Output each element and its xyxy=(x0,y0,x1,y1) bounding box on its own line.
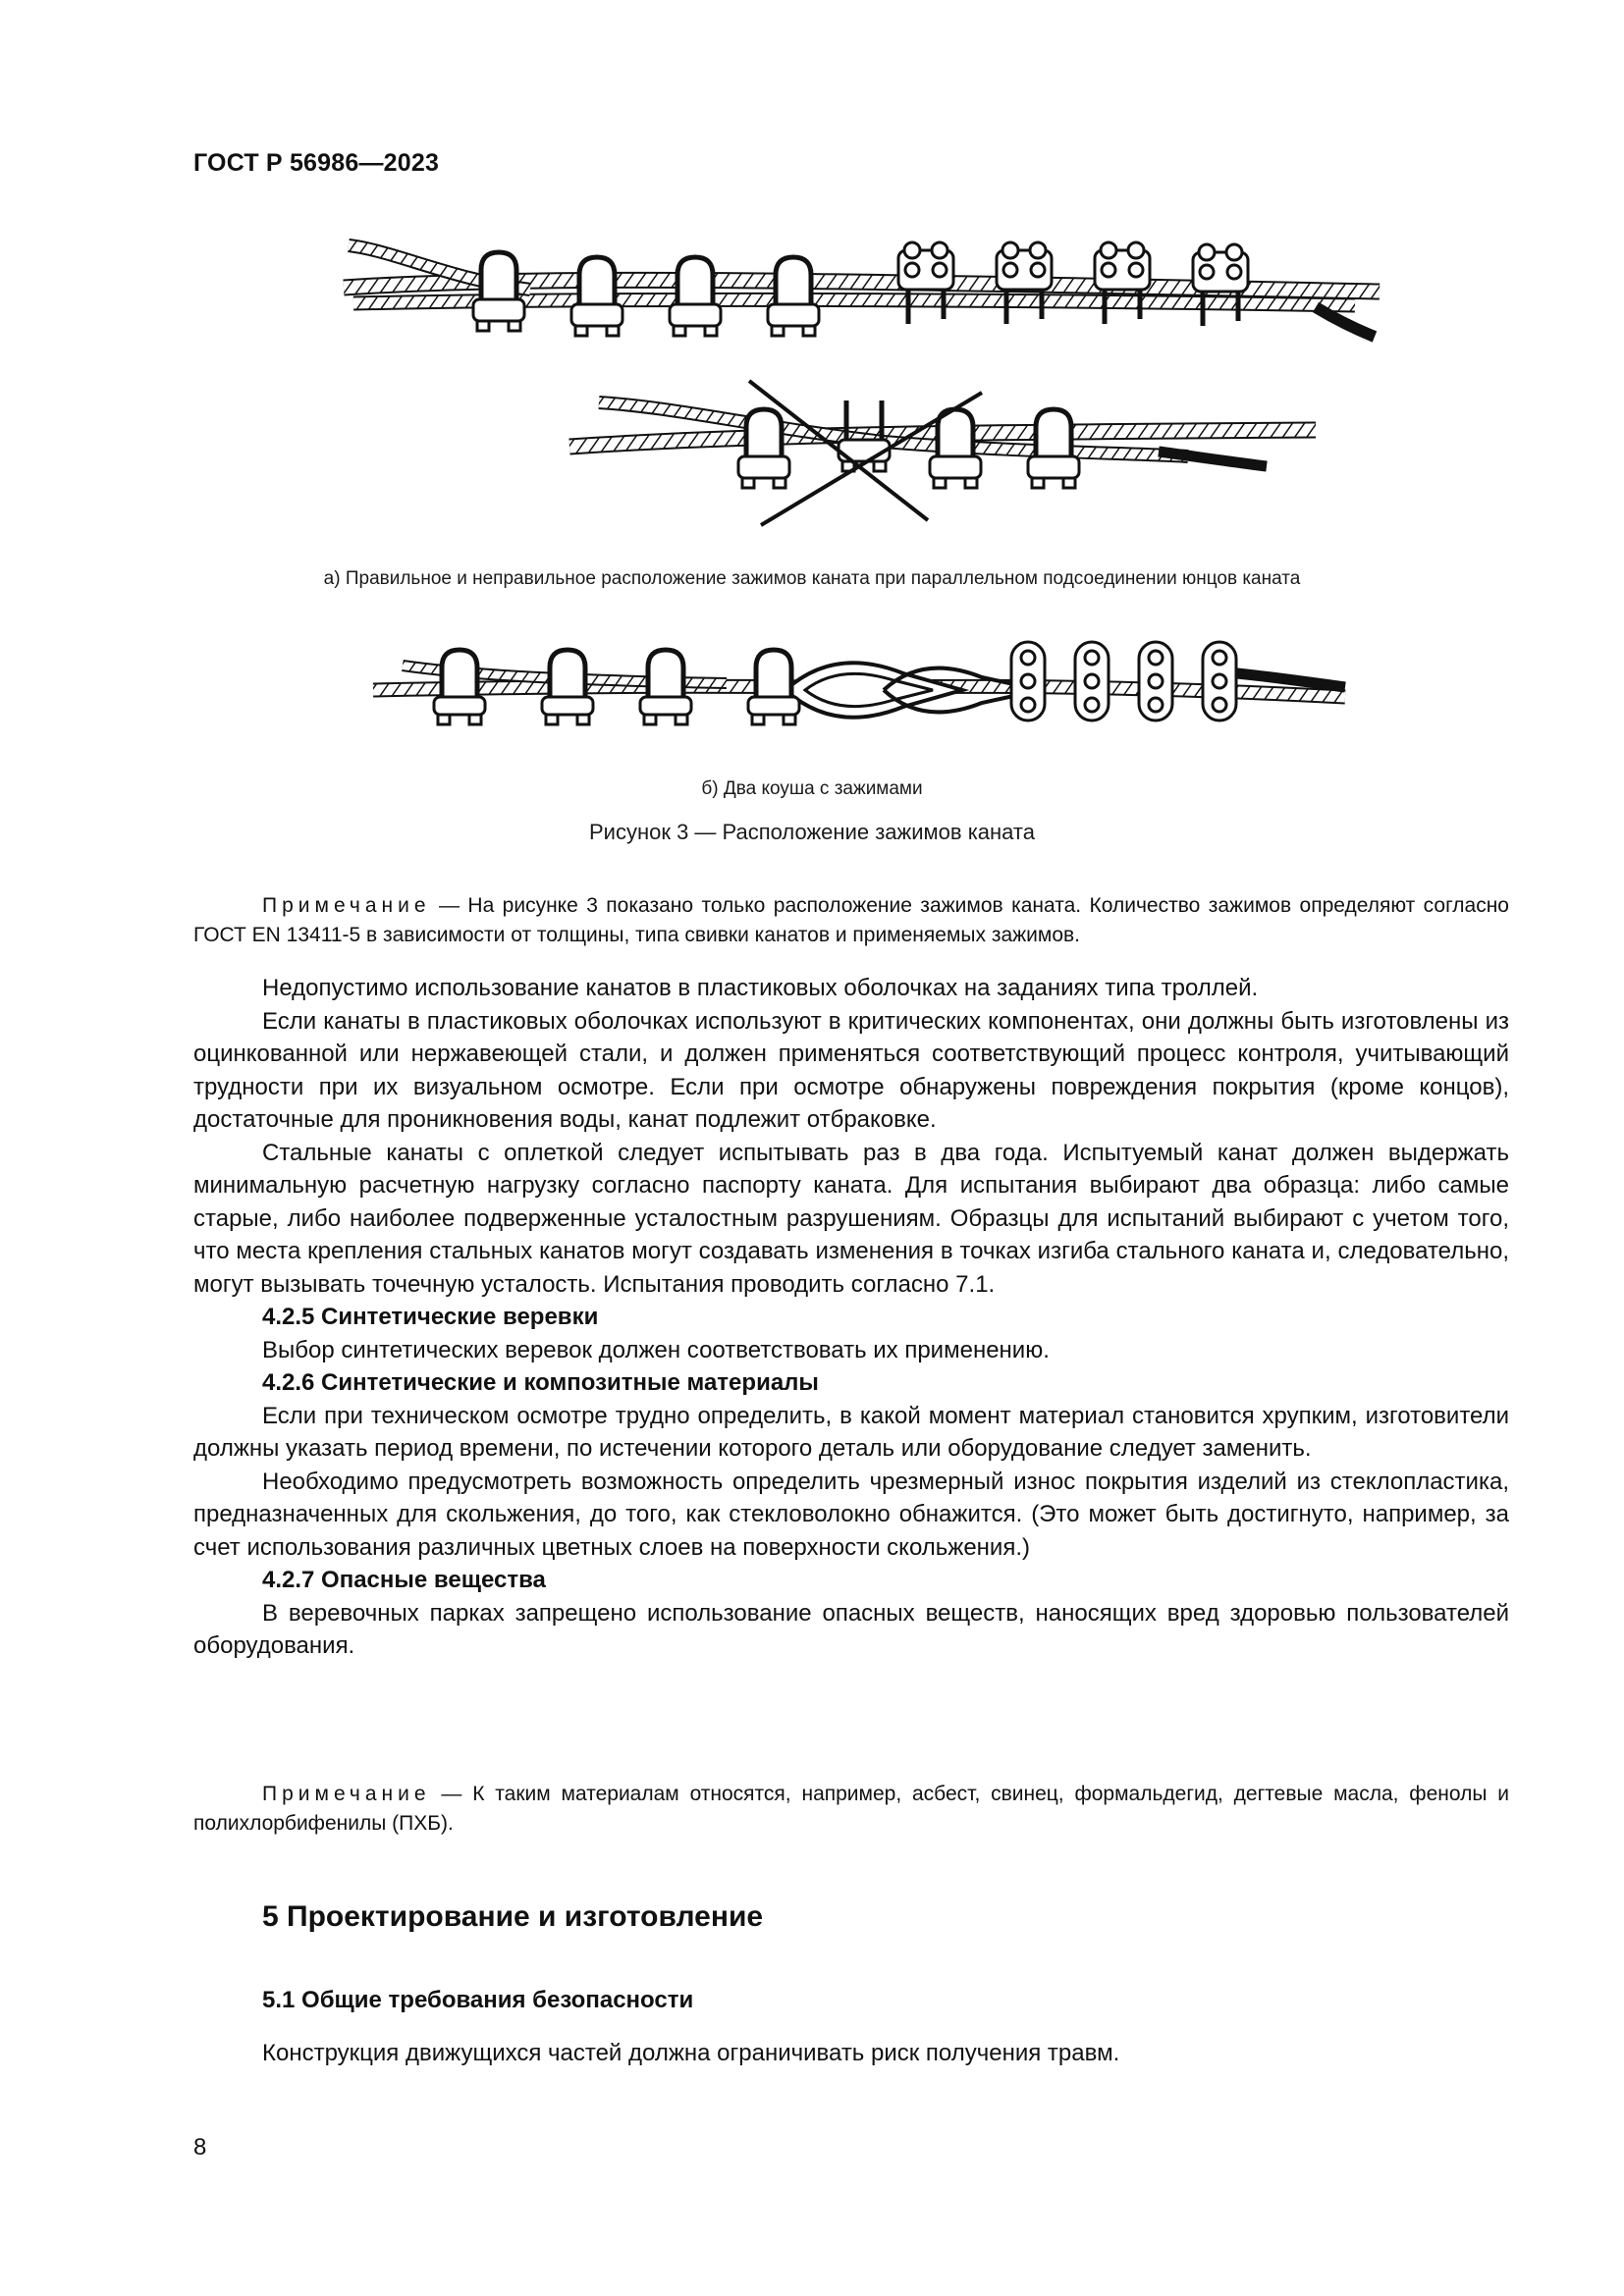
subsection-heading-4-2-5: 4.2.5 Синтетические веревки xyxy=(262,1304,599,1330)
note-1 xyxy=(193,891,1509,950)
note-2 xyxy=(193,1780,1509,1839)
figure-two-thimbles-with-clamps xyxy=(373,636,1355,744)
page-number: 8 xyxy=(193,2134,207,2161)
paragraph: Если канаты в пластиковых оболочках используют в критических компонентах, они должны быть изготовлены из оцинкованной или нержавеющей стали, и должен применяться соответствующий процесс контроля, учитывающий трудности при их визуальном осмотре. Если при осмотре обнаружены повреждения покрытия (кроме концов), достаточные для проникновения воды, канат подлежит отбраковке. xyxy=(193,1007,1509,1133)
note-text: — К таким материалам относятся, например, асбест, свинец, формальдегид, дегтевые масла, фенолы и полихлорбифенилы (ПХБ). xyxy=(193,1783,1509,1835)
paragraph-5-1: Конструкция движущихся частей должна ограничивать риск получения травм. xyxy=(262,2040,1120,2066)
paragraph: Необходимо предусмотреть возможность определить чрезмерный износ покрытия изделий из стеклопластика, предназначенных для скольжения, до того, как стекловолокно обнажится. (Это может быть достигнуто, например, за счет использования различных цветных слоев на поверхности скольжения.) xyxy=(193,1468,1509,1561)
figure-caption-b: б) Два коуша с зажимами xyxy=(701,778,923,799)
paragraph: Выбор синтетических веревок должен соответствовать их применению. xyxy=(262,1336,1050,1363)
subsection-heading-5-1: 5.1 Общие требования безопасности xyxy=(262,1987,694,2013)
paragraph: Недопустимо использование канатов в пластиковых оболочках на заданиях типа троллей. xyxy=(262,975,1259,1001)
paragraph: Если при техническом осмотре трудно определить, в какой момент материал становится хрупким, изготовители должны указать период времени, по истечении которого деталь или оборудование следует заменить. xyxy=(193,1402,1509,1462)
note-label: Примечание xyxy=(262,894,431,917)
body-text xyxy=(193,972,1509,1663)
subsection-heading-4-2-7: 4.2.7 Опасные вещества xyxy=(262,1567,546,1593)
figure-caption-a: а) Правильное и неправильное расположение зажимов каната при параллельном подсоединении юнцов каната xyxy=(323,568,1301,589)
figure-title: Рисунок 3 — Расположение зажимов каната xyxy=(589,820,1035,844)
figure-rope-clamps-incorrect xyxy=(560,373,1326,535)
note-label: Примечание xyxy=(262,1783,431,1805)
subsection-heading-4-2-6: 4.2.6 Синтетические и композитные материалы xyxy=(262,1369,819,1396)
section-heading-5: 5 Проектирование и изготовление xyxy=(262,1900,764,1933)
document-header: ГОСТ Р 56986—2023 xyxy=(193,149,440,177)
figure-rope-clamps-correct xyxy=(334,221,1394,368)
note-text: — На рисунке 3 показано только расположение зажимов каната. Количество зажимов определяют согласно ГОСТ EN 13411-5 в зависимости от толщины, типа свивки канатов и применяемых зажимов. xyxy=(193,894,1509,946)
paragraph: Стальные канаты с оплеткой следует испытывать раз в два года. Испытуемый канат должен выдержать минимальную расчетную нагрузку согласно паспорту каната. Для испытания выбирают два образца: либо самые старые, либо наиболее подверженные усталостным разрушениям. Образцы для испытаний выбирают с учетом того, что места крепления стальных канатов могут создавать изменения в точках изгиба стального каната и, следовательно, могут вызывать точечную усталость. Испытания проводить согласно 7.1. xyxy=(193,1139,1509,1298)
paragraph: В веревочных парках запрещено использование опасных веществ, наносящих вред здоровью пользователей оборудования. xyxy=(193,1599,1509,1659)
